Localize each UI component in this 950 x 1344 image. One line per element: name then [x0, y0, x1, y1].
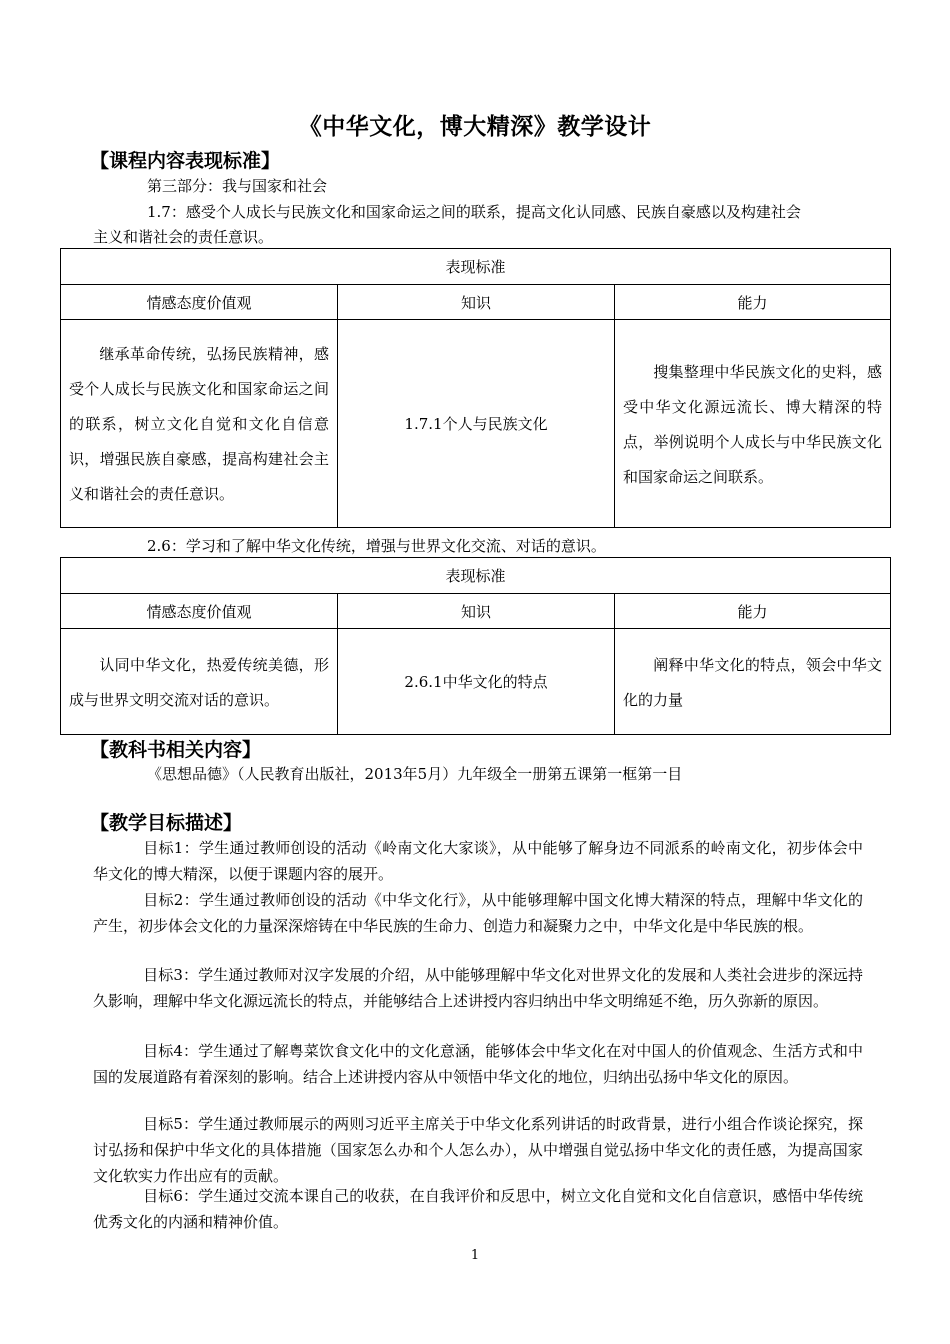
- table-cell-knowledge: 1.7.1个人与民族文化: [338, 320, 615, 528]
- cell-text: 认同中华文化，热爱传统美德，形成与世界文明交流对话的意识。: [69, 655, 329, 709]
- goal-text: 目标2：学生通过教师创设的活动《中华文化行》，从中能够理解中国文化博大精深的特点，理解中华文化的产生，初步体会文化的力量深深熔铸在中华民族的生命力、创造力和凝聚力之中，中华文化是中华民族的根。: [93, 891, 863, 935]
- column-header-knowledge: 知识: [338, 285, 615, 320]
- table-cell-ability: [615, 629, 891, 735]
- column-header-ability: 能力: [615, 594, 891, 629]
- goal-text: 目标3：学生通过教师对汉字发展的介绍，从中能够理解中华文化对世界文化的发展和人类社会进步的深远持久影响，理解中华文化源远流长的特点，并能够结合上述讲授内容归纳出中华文明绵延不绝，历久弥新的原因。: [93, 966, 863, 1010]
- goal-text: 目标5：学生通过教师展示的两则习近平主席关于中华文化系列讲话的时政背景，进行小组合作谈论探究，探讨弘扬和保护中华文化的具体措施（国家怎么办和个人怎么办），从中增强自觉弘扬中华文化的责任感，为提高国家文化软实力作出应有的贡献。: [93, 1115, 863, 1185]
- cell-text: 继承革命传统，弘扬民族精神，感受个人成长与民族文化和国家命运之间的联系，树立文化自觉和文化自信意识，增强民族自豪感，提高构建社会主义和谐社会的责任意识。: [69, 345, 329, 503]
- goal-6: [93, 1183, 863, 1235]
- standards-table-2: [60, 557, 891, 735]
- textbook-reference: 《思想品德》（人民教育出版社，2013年5月）九年级全一册第五课第一框第一目: [147, 765, 683, 783]
- goal-2: [93, 887, 863, 939]
- standard-2-6: 2.6：学习和了解中华文化传统，增强与世界文化交流、对话的意识。: [147, 537, 606, 555]
- page-title: 《中华文化，博大精深》教学设计: [298, 113, 652, 140]
- section-heading-textbook: 【教科书相关内容】: [90, 739, 262, 761]
- column-header-ability: 能力: [615, 285, 891, 320]
- goal-3: [93, 962, 863, 1014]
- table-cell-knowledge: 2.6.1中华文化的特点: [338, 629, 615, 735]
- goal-text: 目标6：学生通过交流本课自己的收获，在自我评价和反思中，树立文化自觉和文化自信意识，感悟中华传统优秀文化的内涵和精神价值。: [93, 1187, 863, 1231]
- goal-text: 目标1：学生通过教师创设的活动《岭南文化大家谈》，从中能够了解身边不同派系的岭南文化，初步体会中华文化的博大精深，以便于课题内容的展开。: [93, 839, 863, 883]
- standard-1-7-line1: 1.7：感受个人成长与民族文化和国家命运之间的联系，提高文化认同感、民族自豪感以及构建社会: [147, 203, 801, 221]
- section-heading-standards: 【课程内容表现标准】: [90, 150, 281, 172]
- goal-5: [93, 1111, 863, 1189]
- table-caption: 表现标准: [61, 558, 891, 594]
- table-cell-values: [61, 320, 338, 528]
- part-label: 第三部分：我与国家和社会: [147, 177, 328, 195]
- page-number: 1: [470, 1248, 480, 1263]
- standard-1-7-line2: 主义和谐社会的责任意识。: [93, 228, 274, 246]
- table-cell-values: [61, 629, 338, 735]
- goal-4: [93, 1038, 863, 1090]
- table-cell-ability: [615, 320, 891, 528]
- column-header-values: 情感态度价值观: [61, 594, 338, 629]
- column-header-knowledge: 知识: [338, 594, 615, 629]
- table-caption: 表现标准: [61, 249, 891, 285]
- column-header-values: 情感态度价值观: [61, 285, 338, 320]
- cell-text: 阐释中华文化的特点，领会中华文化的力量: [623, 655, 882, 709]
- cell-text: 搜集整理中华民族文化的史料，感受中华文化源远流长、博大精深的特点，举例说明个人成长与中华民族文化和国家命运之间联系。: [623, 362, 882, 486]
- goal-1: [93, 835, 863, 887]
- section-heading-goals: 【教学目标描述】: [90, 812, 243, 834]
- standards-table-1: [60, 248, 891, 528]
- goal-text: 目标4：学生通过了解粤菜饮食文化中的文化意涵，能够体会中华文化在对中国人的价值观念、生活方式和中国的发展道路有着深刻的影响。结合上述讲授内容从中领悟中华文化的地位，归纳出弘扬中华文化的原因。: [93, 1042, 863, 1086]
